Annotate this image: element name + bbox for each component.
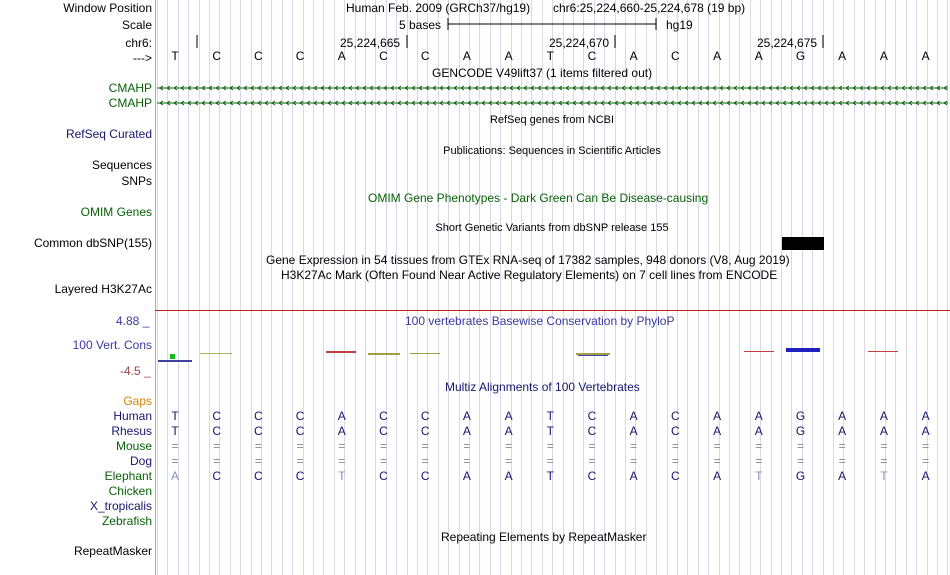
aligned-base: T [338,469,346,483]
aligned-base: = [630,454,638,468]
aligned-base: A [504,469,513,483]
aligned-base: G [795,424,806,438]
gene-cmahp-2 [157,101,948,105]
gene-label-cmahp[interactable]: CMAHP [108,96,152,110]
dbsnp-track-title: Short Genetic Variants from dbSNP release 155 [435,222,669,234]
reference-base: A [754,49,763,63]
repeatmasker-track-label[interactable]: RepeatMasker [73,544,152,558]
reference-base: T [546,49,554,63]
aligned-base: C [420,409,430,423]
aligned-base: C [295,409,305,423]
aligned-base: = [254,454,262,468]
aligned-base: = [922,439,930,453]
cons-mark [868,351,898,352]
aligned-base: A [504,424,513,438]
aligned-base: C [212,469,222,483]
aligned-base: = [421,439,429,453]
species-label[interactable]: Rhesus [111,424,152,438]
multiz-track-title: Multiz Alignments of 100 Vertebrates [445,380,640,394]
aligned-base: = [296,439,304,453]
aligned-base: T [755,469,763,483]
cons-mark [170,354,175,359]
aligned-base: C [254,469,263,483]
cons-mark [744,351,774,352]
aligned-base: T [171,424,179,438]
aligned-base: = [296,454,304,468]
aligned-base: A [337,409,346,423]
aligned-base: C [379,469,388,483]
scale-text: 5 bases [399,18,442,32]
aligned-base: = [755,454,763,468]
aligned-base: = [463,439,471,453]
gencode-track-title[interactable]: GENCODE V49lift37 (1 items filtered out) [432,66,653,80]
aligned-base: = [421,454,429,468]
snps-track-label[interactable]: SNPs [121,174,152,188]
species-label[interactable]: Elephant [104,469,152,483]
aligned-base: A [921,424,930,438]
aligned-base: A [462,409,471,423]
aligned-base: C [379,424,388,438]
aligned-base: C [212,424,222,438]
aligned-base: = [671,454,679,468]
repeatmasker-track-title: Repeating Elements by RepeatMasker [441,530,647,544]
cons-mark [368,353,400,355]
aligned-base: A [838,409,847,423]
aligned-base: = [254,439,262,453]
aligned-base: C [212,409,222,423]
species-label[interactable]: Zebrafish [101,514,152,528]
reference-base: C [295,49,305,63]
aligned-base: T [171,409,179,423]
cons-mark [786,348,820,352]
gtex-track-title: Gene Expression in 54 tissues from GTEx RNA-seq of 17382 samples, 948 donors (V8, Aug 2019) [266,253,790,267]
cons-mark [200,353,232,354]
species-label[interactable]: X_tropicalis [89,499,152,513]
reference-base: G [795,49,806,63]
aligned-base: = [588,454,596,468]
aligned-base: G [795,469,806,483]
aligned-base: = [588,439,596,453]
aligned-base: A [504,409,513,423]
aligned-base: = [546,439,554,453]
aligned-base: A [838,469,847,483]
reference-base: A [462,49,471,63]
reference-base: C [212,49,222,63]
gene-cmahp-1 [157,86,948,90]
coord-label: 25,224,675 [757,36,818,50]
reference-base: A [838,49,847,63]
assembly-title: Human Feb. 2009 (GRCh37/hg19) [346,1,531,15]
aligned-base: = [838,454,846,468]
chr-label: chr6: [125,36,152,50]
aligned-base: = [671,439,679,453]
aligned-base: C [671,409,680,423]
aligned-base: A [337,424,346,438]
conservation-track-title: 100 vertebrates Basewise Conservation by PhyloP [405,314,675,328]
omim-track-label[interactable]: OMIM Genes [80,205,152,219]
aligned-base: A [754,424,763,438]
h3k27ac-baseline [155,310,950,311]
strand-label: ---> [133,51,152,65]
cons-mark [158,360,192,362]
reference-base: A [921,49,930,63]
publications-track-title: Publications: Sequences in Scientific Articles [443,145,661,157]
aligned-base: A [713,469,722,483]
aligned-base: T [546,469,554,483]
reference-base: C [587,49,597,63]
aligned-base: = [630,439,638,453]
reference-base: A [879,49,888,63]
aligned-base: A [629,469,638,483]
conservation-track-label[interactable]: 100 Vert. Cons [72,338,152,352]
aligned-base: C [254,409,263,423]
scale-label: Scale [121,18,152,32]
gaps-label[interactable]: Gaps [123,394,152,408]
aligned-base: = [922,454,930,468]
aligned-base: C [587,424,597,438]
aligned-base: C [254,424,263,438]
aligned-base: = [379,454,387,468]
aligned-base: A [879,424,888,438]
cons-min-label: -4.5 _ [120,364,151,378]
reference-base: T [171,49,179,63]
omim-track-title: OMIM Gene Phenotypes - Dark Green Can Be Disease-causing [368,191,709,205]
aligned-base: = [213,454,221,468]
dbsnp-track-label[interactable]: Common dbSNP(155) [33,236,152,250]
h3k27ac-track-label[interactable]: Layered H3K27Ac [54,282,152,296]
aligned-base: = [379,439,387,453]
species-label[interactable]: Human [113,409,152,423]
reference-base: A [713,49,722,63]
aligned-base: = [546,454,554,468]
aligned-base: = [796,439,804,453]
aligned-base: C [295,469,305,483]
aligned-base: A [754,409,763,423]
aligned-base: = [713,439,721,453]
aligned-base: = [838,439,846,453]
aligned-base: = [338,439,346,453]
aligned-base: = [171,454,179,468]
db-name: hg19 [666,18,693,32]
aligned-base: A [629,424,638,438]
dbsnp-variant-mark[interactable] [782,237,824,250]
aligned-base: C [587,469,597,483]
aligned-base: A [838,424,847,438]
cons-mark [410,353,440,354]
aligned-base: C [420,424,430,438]
aligned-base: C [420,469,430,483]
aligned-base: A [879,409,888,423]
reference-base: C [420,49,430,63]
aligned-base: C [379,409,388,423]
aligned-base: G [795,409,806,423]
reference-base: C [379,49,388,63]
reference-base: A [629,49,638,63]
reference-base: C [254,49,263,63]
aligned-base: = [755,439,763,453]
aligned-base: T [546,409,554,423]
sequences-track-label[interactable]: Sequences [91,158,152,172]
aligned-base: C [671,424,680,438]
window-position-label: Window Position [63,1,152,15]
aligned-base: T [880,469,888,483]
aligned-base: C [295,424,305,438]
reference-base: C [671,49,680,63]
aligned-base: A [713,424,722,438]
aligned-base: A [462,469,471,483]
gene-label-cmahp[interactable]: CMAHP [108,81,152,95]
aligned-base: C [587,409,597,423]
aligned-base: = [713,454,721,468]
cons-mark [576,353,610,355]
refseq-track-label[interactable]: RefSeq Curated [65,127,152,141]
aligned-base: = [505,454,513,468]
refseq-track-title: RefSeq genes from NCBI [489,114,615,126]
aligned-base: A [462,424,471,438]
aligned-base: = [505,439,513,453]
aligned-base: = [213,439,221,453]
cons-mark [578,355,608,356]
species-label[interactable]: Chicken [108,484,152,498]
h3k27ac-track-title: H3K27Ac Mark (Often Found Near Active Regulatory Elements) on 7 cell lines from ENCODE [281,268,778,282]
aligned-base: A [629,409,638,423]
position-readout: chr6:25,224,660-25,224,678 (19 bp) [553,1,746,15]
aligned-base: = [463,454,471,468]
species-label[interactable]: Dog [129,454,152,468]
coord-label: 25,224,665 [340,36,401,50]
aligned-base: C [671,469,680,483]
aligned-base: = [338,454,346,468]
aligned-base: A [921,469,930,483]
aligned-base: A [713,409,722,423]
reference-base: A [504,49,513,63]
cons-mark [326,351,356,353]
coord-label: 25,224,670 [549,36,610,50]
aligned-base: = [880,439,888,453]
aligned-base: = [880,454,888,468]
cons-max-label: 4.88 _ [116,314,150,328]
aligned-base: = [171,439,179,453]
aligned-base: = [796,454,804,468]
aligned-base: A [170,469,179,483]
aligned-base: T [546,424,554,438]
species-label[interactable]: Mouse [115,439,152,453]
aligned-base: A [921,409,930,423]
reference-base: A [337,49,346,63]
